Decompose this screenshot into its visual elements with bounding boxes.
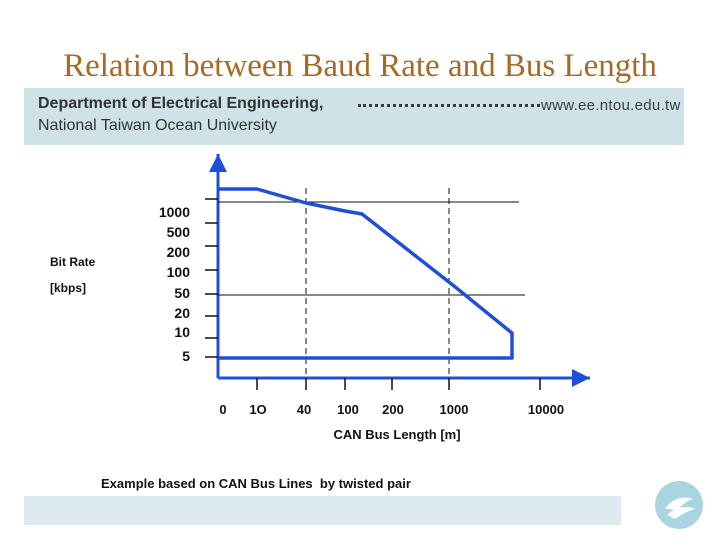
x-tick-label: 200 (382, 402, 404, 417)
y-axis-label-line1: Bit Rate (50, 255, 96, 269)
x-tick-label: 100 (337, 402, 359, 417)
y-tick-label: 20 (174, 305, 190, 321)
university-name: National Taiwan Ocean University (38, 117, 277, 134)
y-axis-label-line2: [kbps] (50, 281, 86, 295)
y-tick-label: 50 (174, 285, 190, 301)
x-tick-label: 1000 (439, 402, 469, 417)
department-url: www.ee.ntou.edu.tw (541, 97, 681, 114)
y-ticks (205, 199, 218, 357)
x-tick-label: 40 (296, 402, 312, 417)
y-tick-label: 5 (182, 348, 190, 364)
x-ticks (257, 378, 540, 390)
slide-title: Relation between Baud Rate and Bus Length (63, 48, 657, 84)
bit-rate-series-line (218, 189, 512, 358)
department-name: Department of Electrical Engineering, (38, 95, 324, 112)
y-tick-label: 200 (166, 244, 190, 260)
x-tick-label: 10000 (527, 402, 565, 417)
x-tick-label: 0 (219, 402, 227, 417)
y-tick-label: 10 (174, 324, 190, 340)
chart-caption: Example based on CAN Bus Lines by twisted pair (101, 476, 411, 491)
y-tick-label: 1000 (158, 204, 190, 220)
x-tick-label: 1O (249, 402, 267, 417)
y-tick-label: 100 (166, 264, 190, 280)
footer-band (24, 496, 621, 525)
university-logo (655, 481, 703, 529)
x-axis-label: CAN Bus Length [m] (333, 427, 461, 442)
y-tick-label: 500 (166, 224, 190, 240)
